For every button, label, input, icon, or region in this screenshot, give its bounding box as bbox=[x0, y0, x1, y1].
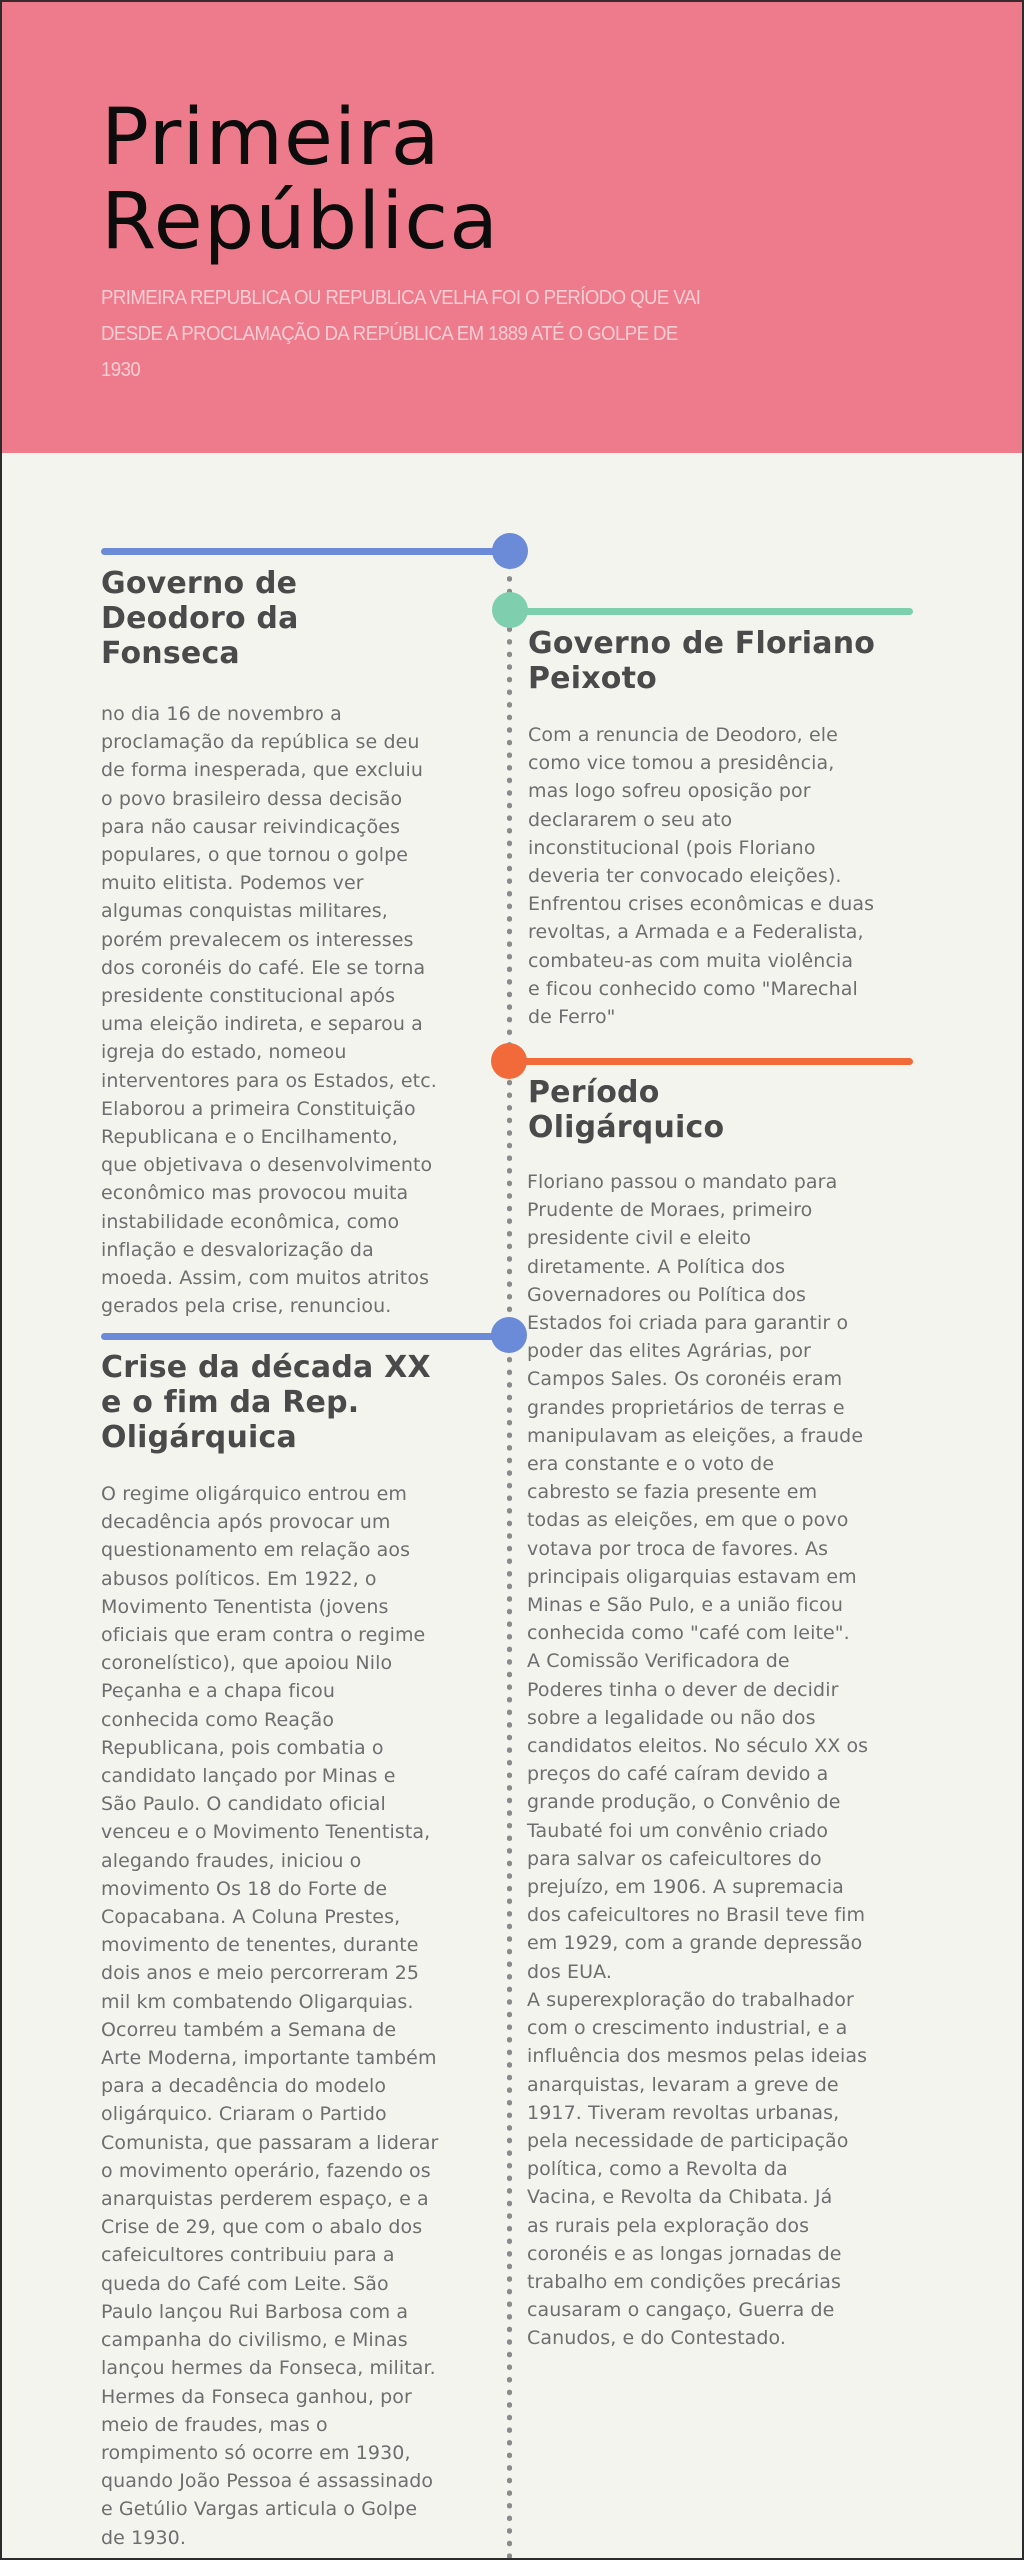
body-line: dos coronéis do café. Ele se torna bbox=[101, 956, 426, 979]
body-line: queda do Café com Leite. São bbox=[101, 2272, 389, 2295]
body-line: diretamente. A Política dos bbox=[527, 1255, 786, 1278]
body-line: Poderes tinha o dever de decidir bbox=[527, 1678, 839, 1701]
body-line: Hermes da Fonseca ganhou, por bbox=[101, 2385, 412, 2408]
body-line: Campos Sales. Os coronéis eram bbox=[527, 1368, 843, 1391]
body-line: campanha do civilismo, e Minas bbox=[101, 2329, 408, 2352]
body-line: Ocorreu também a Semana de bbox=[101, 2018, 397, 2041]
subtitle-line: 1930 bbox=[101, 359, 141, 381]
body-line: Minas e São Pulo, e a união ficou bbox=[527, 1594, 844, 1617]
body-line: decadência após provocar um bbox=[101, 1511, 391, 1534]
timeline-connector-oligarquico bbox=[510, 1058, 913, 1065]
body-line: Crise de 29, que com o abalo dos bbox=[101, 2216, 423, 2239]
body-line: Republicana e o Encilhamento, bbox=[101, 1126, 398, 1149]
body-line: oligárquico. Criaram o Partido bbox=[101, 2103, 387, 2126]
body-line: influência dos mesmos pelas ideias bbox=[527, 2045, 868, 2068]
body-line: Enfrentou crises econômicas e duas bbox=[528, 893, 875, 916]
body-line: e ficou conhecido como "Marechal bbox=[528, 977, 858, 1000]
body-line: Copacabana. A Coluna Prestes, bbox=[101, 1906, 401, 1929]
body-line: Governadores ou Política dos bbox=[527, 1283, 807, 1306]
timeline-node-floriano bbox=[492, 592, 528, 628]
body-line: quando João Pessoa é assassinado bbox=[101, 2470, 434, 2493]
body-line: dos EUA. bbox=[527, 1960, 613, 1983]
body-line: combateu-as com muita violência bbox=[528, 949, 854, 972]
heading-line: e o fim da Rep. bbox=[101, 1385, 360, 1420]
body-line: abusos políticos. Em 1922, o bbox=[101, 1567, 377, 1590]
body-line: prejuízo, em 1906. A supremacia bbox=[527, 1876, 844, 1899]
body-line: O regime oligárquico entrou em bbox=[101, 1483, 407, 1505]
body-line: Paulo lançou Rui Barbosa com a bbox=[101, 2300, 409, 2323]
body-line: deveria ter convocado eleições). bbox=[528, 865, 842, 888]
body-line: de forma inesperada, que excluiu bbox=[101, 759, 424, 782]
body-line: Estados foi criada para garantir o bbox=[527, 1312, 849, 1335]
body-line: igreja do estado, nomeou bbox=[101, 1041, 347, 1064]
body-line: para não causar reivindicações bbox=[101, 815, 401, 838]
section-heading-deodoro bbox=[101, 566, 481, 671]
timeline-connector-crise bbox=[101, 1333, 511, 1340]
body-line: Elaborou a primeira Constituição bbox=[101, 1097, 416, 1120]
body-line: proclamação da república se deu bbox=[101, 731, 420, 754]
body-line: o povo brasileiro dessa decisão bbox=[101, 787, 403, 810]
body-line: inconstitucional (pois Floriano bbox=[528, 836, 816, 859]
subtitle-line: PRIMEIRA REPUBLICA OU REPUBLICA VELHA FOI O PERÍODO QUE VAI bbox=[101, 287, 701, 309]
body-line: alegando fraudes, iniciou o bbox=[101, 1849, 362, 1872]
body-line: como vice tomou a presidência, bbox=[528, 752, 835, 775]
body-line: mas logo sofreu oposição por bbox=[528, 780, 811, 803]
body-line: meio de fraudes, mas o bbox=[101, 2413, 328, 2436]
body-line: Canudos, e do Contestado. bbox=[527, 2327, 787, 2350]
body-line: política, como a Revolta da bbox=[527, 2158, 788, 2181]
heading-line: Crise da década XX bbox=[101, 1350, 431, 1385]
body-line: A Comissão Verificadora de bbox=[527, 1650, 790, 1673]
body-line: que objetivava o desenvolvimento bbox=[101, 1154, 433, 1177]
body-line: uma eleição indireta, e separou a bbox=[101, 1013, 423, 1036]
body-line: declararem o seu ato bbox=[528, 808, 733, 831]
body-line: para a decadência do modelo bbox=[101, 2075, 387, 2098]
timeline-connector-floriano bbox=[510, 608, 913, 615]
body-line: porém prevalecem os interesses bbox=[101, 928, 414, 951]
body-line: movimento Os 18 do Forte de bbox=[101, 1877, 388, 1900]
body-line: moeda. Assim, com muitos atritos bbox=[101, 1267, 430, 1290]
body-line: em 1929, com a grande depressão bbox=[527, 1932, 863, 1955]
timeline-connector-deodoro bbox=[101, 548, 511, 555]
timeline-node-deodoro bbox=[492, 533, 528, 569]
body-line: de Ferro" bbox=[528, 1006, 616, 1029]
section-body-deodoro bbox=[101, 700, 491, 1320]
body-line: São Paulo. O candidato oficial bbox=[101, 1793, 386, 1816]
body-line: poder das elites Agrárias, por bbox=[527, 1340, 811, 1363]
body-line: causaram o cangaço, Guerra de bbox=[527, 2299, 835, 2322]
body-line: coronéis e as longas jornadas de bbox=[527, 2242, 842, 2265]
body-line: algumas conquistas militares, bbox=[101, 900, 388, 923]
body-line: movimento de tenentes, durante bbox=[101, 1934, 419, 1957]
body-line: presidente constitucional após bbox=[101, 985, 396, 1008]
body-line: econômico mas provocou muita bbox=[101, 1182, 409, 1205]
body-line: coronelístico), que apoiou Nilo bbox=[101, 1652, 393, 1675]
heading-line: Oligárquica bbox=[101, 1420, 297, 1455]
body-line: o movimento operário, fazendo os bbox=[101, 2159, 431, 2182]
heading-line: Oligárquico bbox=[528, 1110, 725, 1145]
body-line: Floriano passou o mandato para bbox=[527, 1171, 838, 1193]
body-line: votava por troca de favores. As bbox=[527, 1537, 829, 1560]
body-line: Movimento Tenentista (jovens bbox=[101, 1595, 389, 1618]
body-line: 1917. Tiveram revoltas urbanas, bbox=[527, 2101, 840, 2124]
body-line: oficiais que eram contra o regime bbox=[101, 1624, 426, 1647]
body-line: as rurais pela exploração dos bbox=[527, 2214, 810, 2237]
body-line: principais oligarquias estavam em bbox=[527, 1565, 857, 1588]
body-line: questionamento em relação aos bbox=[101, 1539, 411, 1562]
heading-line: Governo de bbox=[101, 566, 298, 601]
body-line: todas as eleições, em que o povo bbox=[527, 1509, 849, 1532]
body-line: A superexploração do trabalhador bbox=[527, 1988, 854, 2011]
body-line: interventores para os Estados, etc. bbox=[101, 1069, 437, 1092]
body-line: com o crescimento industrial, e a bbox=[527, 2017, 848, 2040]
header-banner bbox=[0, 0, 1024, 453]
body-line: dos cafeicultores no Brasil teve fim bbox=[527, 1904, 866, 1927]
body-line: era constante e o voto de bbox=[527, 1453, 775, 1476]
heading-line: Governo de Floriano bbox=[528, 626, 876, 661]
body-line: conhecida como Reação bbox=[101, 1708, 335, 1731]
timeline-dotted-line bbox=[507, 560, 512, 2560]
timeline-node-oligarquico bbox=[491, 1043, 527, 1079]
body-line: manipulavam as eleições, a fraude bbox=[527, 1424, 864, 1447]
body-line: cafeicultores contribuiu para a bbox=[101, 2244, 395, 2267]
section-heading-crise bbox=[101, 1350, 501, 1455]
section-body-crise bbox=[101, 1480, 501, 2552]
heading-line: Deodoro da bbox=[101, 601, 299, 636]
body-line: gerados pela crise, renunciou. bbox=[101, 1295, 392, 1318]
body-line: inflação e desvalorização da bbox=[101, 1238, 374, 1261]
page-subtitle bbox=[101, 280, 771, 388]
body-line: populares, o que tornou o golpe bbox=[101, 844, 409, 867]
body-line: revoltas, a Armada e a Federalista, bbox=[528, 921, 864, 944]
body-line: lançou hermes da Fonseca, militar. bbox=[101, 2357, 436, 2380]
body-line: e Getúlio Vargas articula o Golpe bbox=[101, 2498, 418, 2521]
body-line: trabalho em condições precárias bbox=[527, 2270, 841, 2293]
body-line: dois anos e meio percorreram 25 bbox=[101, 1962, 420, 1985]
heading-line: Peixoto bbox=[528, 661, 657, 696]
body-line: Prudente de Moraes, primeiro bbox=[527, 1199, 813, 1222]
body-line: grandes proprietários de terras e bbox=[527, 1396, 845, 1419]
body-line: anarquistas, levaram a greve de bbox=[527, 2073, 839, 2096]
section-heading-floriano bbox=[528, 626, 928, 696]
body-line: instabilidade econômica, como bbox=[101, 1210, 400, 1233]
body-line: Comunista, que passaram a liderar bbox=[101, 2131, 439, 2154]
body-line: anarquistas perderem espaço, e a bbox=[101, 2188, 429, 2211]
section-body-oligarquico bbox=[527, 1168, 927, 2353]
heading-line: Período bbox=[528, 1075, 660, 1110]
body-line: cabresto se fazia presente em bbox=[527, 1481, 818, 1504]
subtitle-line: DESDE A PROCLAMAÇÃO DA REPÚBLICA EM 1889 ATÉ O GOLPE DE bbox=[101, 323, 678, 345]
heading-line: Fonseca bbox=[101, 636, 240, 671]
section-heading-oligarquico bbox=[528, 1075, 928, 1145]
body-line: no dia 16 de novembro a bbox=[101, 703, 342, 725]
body-line: conhecida como "café com leite". bbox=[527, 1622, 850, 1645]
body-line: grande produção, o Convênio de bbox=[527, 1791, 841, 1814]
body-line: Vacina, e Revolta da Chibata. Já bbox=[527, 2186, 833, 2209]
body-line: candidatos eleitos. No século XX os bbox=[527, 1735, 869, 1758]
body-line: presidente civil e eleito bbox=[527, 1227, 752, 1250]
body-line: rompimento só ocorre em 1930, bbox=[101, 2441, 411, 2464]
body-line: Peçanha e a chapa ficou bbox=[101, 1680, 335, 1703]
body-line: mil km combatendo Oligarquias. bbox=[101, 1990, 414, 2013]
section-body-floriano bbox=[528, 721, 928, 1031]
title-line-2: República bbox=[101, 177, 499, 267]
page-title bbox=[101, 93, 499, 267]
body-line: Taubaté foi um convênio criado bbox=[527, 1819, 829, 1842]
timeline-node-crise bbox=[491, 1317, 527, 1353]
body-line: para salvar os cafeicultores do bbox=[527, 1847, 822, 1870]
body-line: pela necessidade de participação bbox=[527, 2129, 849, 2152]
body-line: venceu e o Movimento Tenentista, bbox=[101, 1821, 431, 1844]
title-line-1: Primeira bbox=[101, 93, 441, 183]
body-line: Com a renuncia de Deodoro, ele bbox=[528, 724, 838, 746]
body-line: Republicana, pois combatia o bbox=[101, 1736, 384, 1759]
body-line: candidato lançado por Minas e bbox=[101, 1765, 396, 1788]
body-line: sobre a legalidade ou não dos bbox=[527, 1706, 816, 1729]
body-line: preços do café caíram devido a bbox=[527, 1763, 829, 1786]
body-line: Arte Moderna, importante também bbox=[101, 2047, 437, 2070]
body-line: de 1930. bbox=[101, 2526, 186, 2549]
body-line: muito elitista. Podemos ver bbox=[101, 872, 364, 895]
